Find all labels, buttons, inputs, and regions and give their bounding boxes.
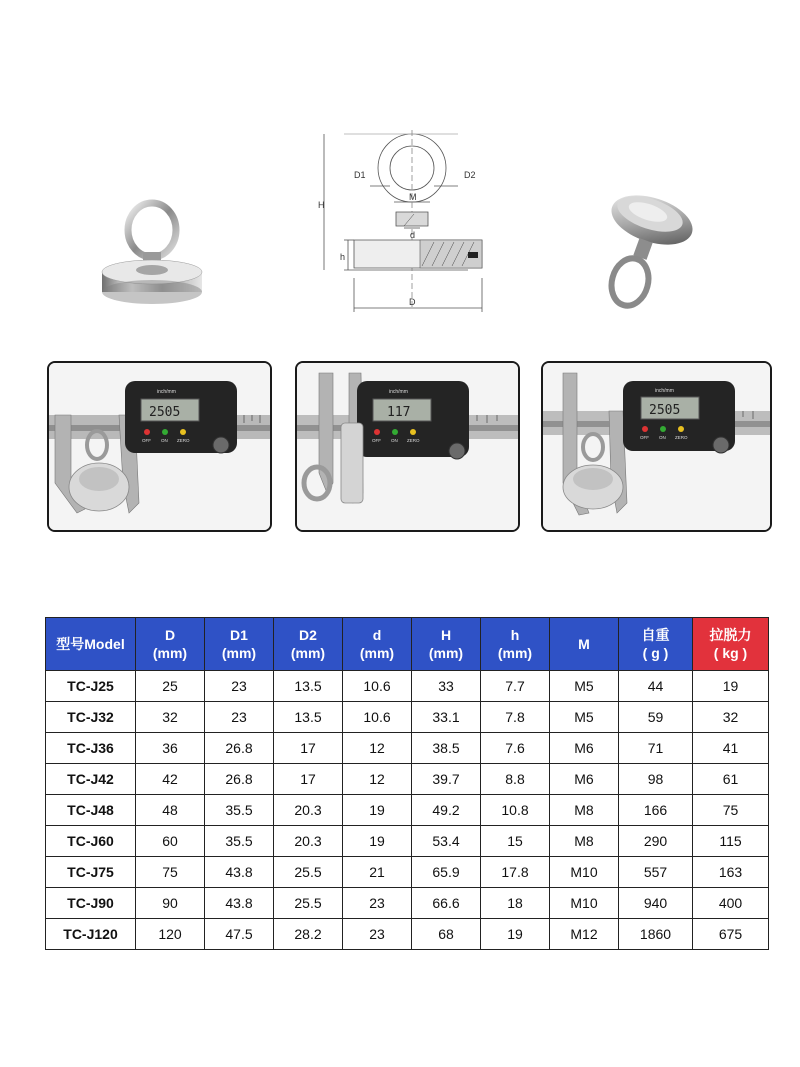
caliper-button-zero-3: ZERO — [675, 435, 688, 440]
magnet-photo-front — [95, 190, 205, 315]
cell-D1: 43.8 — [205, 888, 274, 919]
caliper-button-off-3: OFF — [640, 435, 649, 440]
cell-weight: 166 — [619, 795, 693, 826]
caliper-unit-label-2: inch/mm — [389, 389, 408, 395]
cell-pull-force: 675 — [693, 919, 769, 950]
cell-model: TC-J60 — [46, 826, 136, 857]
cell-H: 39.7 — [412, 764, 481, 795]
cell-d: 23 — [343, 919, 412, 950]
header-D1: D1 (mm) — [205, 618, 274, 671]
caliper-button-zero-2: ZERO — [407, 438, 420, 443]
cell-H: 68 — [412, 919, 481, 950]
cell-M: M6 — [550, 733, 619, 764]
cell-D1: 43.8 — [205, 857, 274, 888]
cell-M: M5 — [550, 671, 619, 702]
diagram-label-D1: D1 — [354, 170, 366, 180]
cell-H: 65.9 — [412, 857, 481, 888]
cell-h: 17.8 — [481, 857, 550, 888]
cell-M: M8 — [550, 795, 619, 826]
cell-D1: 26.8 — [205, 764, 274, 795]
cell-pull-force: 115 — [693, 826, 769, 857]
caliper-button-on-3: ON — [659, 435, 666, 440]
spec-table — [45, 617, 769, 950]
cell-D1: 23 — [205, 671, 274, 702]
diagram-label-d: d — [410, 230, 416, 240]
cell-h: 15 — [481, 826, 550, 857]
table-row — [46, 888, 769, 919]
dimension-diagram — [318, 128, 490, 318]
cell-D2: 20.3 — [274, 826, 343, 857]
cell-D: 90 — [136, 888, 205, 919]
cell-M: M12 — [550, 919, 619, 950]
cell-d: 12 — [343, 764, 412, 795]
cell-d: 19 — [343, 795, 412, 826]
header-D: D (mm) — [136, 618, 205, 671]
table-row — [46, 671, 769, 702]
table-row — [46, 702, 769, 733]
diagram-label-M: M — [409, 192, 417, 202]
caliper-reading-1: 2505 — [149, 405, 181, 420]
cell-D: 120 — [136, 919, 205, 950]
cell-M: M5 — [550, 702, 619, 733]
cell-M: M6 — [550, 764, 619, 795]
cell-d: 21 — [343, 857, 412, 888]
cell-h: 10.8 — [481, 795, 550, 826]
cell-model: TC-J48 — [46, 795, 136, 826]
cell-h: 7.8 — [481, 702, 550, 733]
cell-pull-force: 75 — [693, 795, 769, 826]
cell-D2: 28.2 — [274, 919, 343, 950]
cell-h: 8.8 — [481, 764, 550, 795]
cell-model: TC-J32 — [46, 702, 136, 733]
cell-weight: 940 — [619, 888, 693, 919]
caliper-unit-label-3: inch/mm — [655, 388, 674, 394]
cell-D1: 47.5 — [205, 919, 274, 950]
header-weight: 自重 ( g ) — [619, 618, 693, 671]
cell-d: 10.6 — [343, 671, 412, 702]
cell-model: TC-J42 — [46, 764, 136, 795]
cell-D: 36 — [136, 733, 205, 764]
diagram-label-D: D — [409, 297, 416, 307]
cell-d: 19 — [343, 826, 412, 857]
cell-pull-force: 19 — [693, 671, 769, 702]
cell-d: 10.6 — [343, 702, 412, 733]
magnet-photo-tilted — [598, 190, 698, 315]
caliper-button-zero-1: ZERO — [177, 438, 190, 443]
header-d: d (mm) — [343, 618, 412, 671]
cell-weight: 98 — [619, 764, 693, 795]
cell-h: 18 — [481, 888, 550, 919]
cell-M: M8 — [550, 826, 619, 857]
table-row — [46, 919, 769, 950]
cell-H: 38.5 — [412, 733, 481, 764]
cell-weight: 71 — [619, 733, 693, 764]
cell-H: 66.6 — [412, 888, 481, 919]
table-row — [46, 857, 769, 888]
cell-D1: 26.8 — [205, 733, 274, 764]
cell-D: 32 — [136, 702, 205, 733]
cell-model: TC-J25 — [46, 671, 136, 702]
cell-D1: 35.5 — [205, 795, 274, 826]
caliper-photo-2 — [295, 361, 520, 532]
cell-model: TC-J120 — [46, 919, 136, 950]
cell-H: 49.2 — [412, 795, 481, 826]
caliper-button-on-1: ON — [161, 438, 168, 443]
cell-weight: 1860 — [619, 919, 693, 950]
header-model: 型号Model — [46, 618, 136, 671]
header-H: H (mm) — [412, 618, 481, 671]
cell-pull-force: 400 — [693, 888, 769, 919]
cell-D1: 35.5 — [205, 826, 274, 857]
cell-weight: 59 — [619, 702, 693, 733]
table-row — [46, 764, 769, 795]
cell-d: 23 — [343, 888, 412, 919]
cell-pull-force: 61 — [693, 764, 769, 795]
cell-H: 53.4 — [412, 826, 481, 857]
cell-d: 12 — [343, 733, 412, 764]
caliper-button-on-2: ON — [391, 438, 398, 443]
cell-pull-force: 41 — [693, 733, 769, 764]
cell-D2: 25.5 — [274, 857, 343, 888]
cell-h: 7.7 — [481, 671, 550, 702]
cell-D2: 25.5 — [274, 888, 343, 919]
cell-H: 33.1 — [412, 702, 481, 733]
cell-model: TC-J36 — [46, 733, 136, 764]
cell-weight: 44 — [619, 671, 693, 702]
table-row — [46, 733, 769, 764]
cell-D: 75 — [136, 857, 205, 888]
header-M: M — [550, 618, 619, 671]
caliper-reading-2: 117 — [387, 405, 411, 420]
cell-h: 7.6 — [481, 733, 550, 764]
cell-weight: 290 — [619, 826, 693, 857]
cell-M: M10 — [550, 857, 619, 888]
caliper-reading-3: 2505 — [649, 403, 681, 418]
cell-D2: 17 — [274, 764, 343, 795]
table-row — [46, 826, 769, 857]
table-row — [46, 795, 769, 826]
diagram-label-D2: D2 — [464, 170, 476, 180]
cell-D: 42 — [136, 764, 205, 795]
cell-D2: 13.5 — [274, 702, 343, 733]
diagram-label-H: H — [318, 200, 325, 210]
header-D2: D2 (mm) — [274, 618, 343, 671]
header-h: h (mm) — [481, 618, 550, 671]
cell-H: 33 — [412, 671, 481, 702]
caliper-unit-label-1: inch/mm — [157, 389, 176, 395]
diagram-label-h: h — [340, 252, 346, 262]
cell-D: 25 — [136, 671, 205, 702]
cell-model: TC-J90 — [46, 888, 136, 919]
cell-model: TC-J75 — [46, 857, 136, 888]
cell-M: M10 — [550, 888, 619, 919]
cell-pull-force: 32 — [693, 702, 769, 733]
cell-D2: 20.3 — [274, 795, 343, 826]
cell-D2: 17 — [274, 733, 343, 764]
cell-D: 60 — [136, 826, 205, 857]
cell-h: 19 — [481, 919, 550, 950]
cell-D: 48 — [136, 795, 205, 826]
header-pull-force: 拉脱力 ( kg ) — [693, 618, 769, 671]
caliper-button-off-2: OFF — [372, 438, 381, 443]
cell-D2: 13.5 — [274, 671, 343, 702]
caliper-button-off-1: OFF — [142, 438, 151, 443]
caliper-photo-3 — [541, 361, 772, 532]
caliper-photo-1 — [47, 361, 272, 532]
cell-D1: 23 — [205, 702, 274, 733]
cell-pull-force: 163 — [693, 857, 769, 888]
table-header-row — [46, 618, 769, 671]
cell-weight: 557 — [619, 857, 693, 888]
